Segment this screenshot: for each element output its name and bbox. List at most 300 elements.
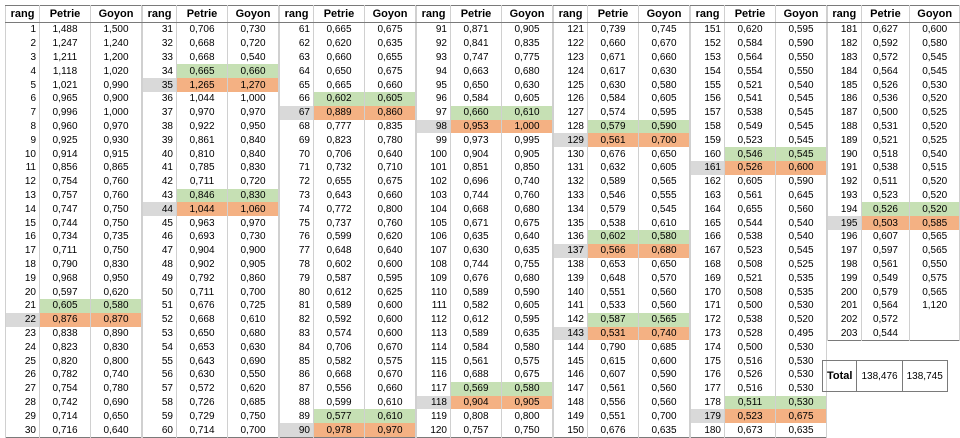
table-row: [828, 37, 960, 51]
petrie-cell: 0,500: [725, 340, 776, 354]
petrie-cell: 0,607: [588, 368, 639, 382]
rank-cell: 152: [691, 37, 725, 51]
goyon-cell: 0,950: [228, 120, 279, 134]
rank-table: [553, 5, 690, 438]
table-row: [691, 340, 827, 354]
table-row: [143, 51, 279, 65]
table-row: [143, 285, 279, 299]
table-row: [6, 299, 142, 313]
table-row: [691, 368, 827, 382]
rank-cell: 69: [280, 133, 314, 147]
petrie-cell: 0,792: [177, 271, 228, 285]
goyon-cell: 0,630: [639, 64, 690, 78]
table-row: [691, 23, 827, 37]
goyon-cell: 0,625: [365, 285, 416, 299]
goyon-cell: 0,840: [228, 147, 279, 161]
petrie-cell: 0,902: [177, 258, 228, 272]
petrie-cell: 0,714: [40, 409, 91, 423]
goyon-cell: 0,645: [776, 189, 827, 203]
petrie-cell: 0,889: [314, 106, 365, 120]
petrie-cell: 0,655: [314, 175, 365, 189]
rank-cell: 144: [554, 340, 588, 354]
table-row: [691, 216, 827, 230]
table-row: [691, 382, 827, 396]
goyon-cell: 0,760: [91, 189, 142, 203]
petrie-cell: 0,526: [725, 161, 776, 175]
petrie-cell: 0,904: [177, 244, 228, 258]
petrie-cell: 0,561: [861, 258, 910, 272]
petrie-cell: 0,960: [40, 120, 91, 134]
rank-cell: 160: [691, 147, 725, 161]
table-row: [280, 327, 416, 341]
goyon-cell: 0,835: [502, 37, 553, 51]
goyon-cell: 0,830: [228, 189, 279, 203]
table-row: [280, 244, 416, 258]
petrie-cell: 0,538: [861, 161, 910, 175]
table-row: [143, 120, 279, 134]
table-row: [6, 382, 142, 396]
table-row: [417, 106, 553, 120]
goyon-cell: 0,710: [365, 161, 416, 175]
table-row: [280, 423, 416, 437]
table-row: [143, 78, 279, 92]
table-row: [828, 244, 960, 258]
table-row: [6, 51, 142, 65]
rank-cell: 131: [554, 161, 588, 175]
goyon-cell: 0,545: [776, 92, 827, 106]
rank-cell: 87: [280, 382, 314, 396]
petrie-cell: 0,711: [40, 244, 91, 258]
table-row: [6, 106, 142, 120]
goyon-cell: [910, 313, 960, 327]
rank-cell: 2: [6, 37, 40, 51]
petrie-cell: 0,564: [725, 51, 776, 65]
petrie-cell: 0,556: [588, 396, 639, 410]
petrie-cell: 0,706: [314, 340, 365, 354]
rank-cell: 100: [417, 147, 451, 161]
goyon-cell: 0,590: [639, 368, 690, 382]
goyon-cell: 0,675: [502, 368, 553, 382]
petrie-cell: 0,589: [451, 327, 502, 341]
total-row: [823, 361, 948, 392]
petrie-cell: 0,599: [314, 396, 365, 410]
rank-cell: 172: [691, 313, 725, 327]
rank-cell: 24: [6, 340, 40, 354]
table-row: [417, 216, 553, 230]
rank-cell: 196: [828, 230, 862, 244]
rank-cell: 155: [691, 78, 725, 92]
goyon-cell: 0,690: [91, 396, 142, 410]
table-row: [143, 271, 279, 285]
table-row: [691, 161, 827, 175]
petrie-cell: 0,785: [177, 161, 228, 175]
goyon-cell: 0,670: [639, 37, 690, 51]
goyon-cell: 0,860: [228, 271, 279, 285]
petrie-cell: 0,564: [861, 64, 910, 78]
goyon-cell: 0,530: [776, 340, 827, 354]
goyon-cell: 0,680: [502, 202, 553, 216]
rank-cell: 125: [554, 78, 588, 92]
petrie-cell: 0,564: [861, 299, 910, 313]
petrie-cell: 0,584: [588, 92, 639, 106]
goyon-cell: 0,525: [776, 258, 827, 272]
petrie-cell: 0,556: [314, 382, 365, 396]
rank-cell: 12: [6, 175, 40, 189]
petrie-cell: 0,726: [177, 396, 228, 410]
rank-cell: 141: [554, 299, 588, 313]
header-goyon: Goyon: [776, 6, 827, 23]
petrie-cell: 0,572: [177, 382, 228, 396]
rank-cell: 81: [280, 299, 314, 313]
goyon-cell: 0,650: [639, 258, 690, 272]
table-row: [828, 23, 960, 37]
petrie-cell: 0,574: [588, 106, 639, 120]
table-row: [828, 285, 960, 299]
rank-cell: 161: [691, 161, 725, 175]
petrie-cell: 0,772: [314, 202, 365, 216]
table-row: [554, 313, 690, 327]
goyon-cell: 0,545: [776, 106, 827, 120]
petrie-cell: 0,856: [40, 161, 91, 175]
table-row: [143, 175, 279, 189]
table-row: [691, 147, 827, 161]
goyon-cell: 0,830: [91, 340, 142, 354]
rank-cell: 192: [828, 175, 862, 189]
rank-cell: 35: [143, 78, 177, 92]
goyon-cell: 0,640: [365, 147, 416, 161]
petrie-cell: 0,605: [725, 175, 776, 189]
table-row: [6, 285, 142, 299]
petrie-cell: 0,605: [40, 299, 91, 313]
table-row: [143, 354, 279, 368]
petrie-cell: 0,582: [314, 354, 365, 368]
table-row: [554, 78, 690, 92]
rank-cell: 23: [6, 327, 40, 341]
table-row: [280, 396, 416, 410]
goyon-cell: 0,565: [910, 285, 960, 299]
table-row: [280, 161, 416, 175]
table-row: [554, 189, 690, 203]
table-row: [691, 189, 827, 203]
petrie-cell: 0,747: [40, 202, 91, 216]
petrie-cell: 0,521: [725, 78, 776, 92]
petrie-cell: 0,561: [451, 354, 502, 368]
table-row: [828, 64, 960, 78]
petrie-cell: 0,508: [725, 285, 776, 299]
table-row: [691, 285, 827, 299]
rank-cell: 197: [828, 244, 862, 258]
petrie-cell: 0,711: [177, 285, 228, 299]
petrie-cell: 0,671: [588, 51, 639, 65]
rank-cell: 101: [417, 161, 451, 175]
petrie-cell: 0,549: [861, 271, 910, 285]
goyon-cell: 0,580: [910, 37, 960, 51]
table-row: [828, 175, 960, 189]
rank-cell: 96: [417, 92, 451, 106]
petrie-cell: 0,544: [861, 327, 910, 341]
petrie-cell: 0,914: [40, 147, 91, 161]
goyon-cell: 0,950: [91, 271, 142, 285]
goyon-cell: 0,520: [910, 175, 960, 189]
petrie-cell: 0,754: [40, 175, 91, 189]
header-goyon: Goyon: [639, 6, 690, 23]
table-row: [417, 133, 553, 147]
rank-cell: 106: [417, 230, 451, 244]
rank-cell: 124: [554, 64, 588, 78]
goyon-cell: 0,605: [365, 92, 416, 106]
goyon-cell: 0,540: [228, 51, 279, 65]
petrie-cell: 0,592: [861, 37, 910, 51]
table-row: [143, 37, 279, 51]
goyon-cell: 0,580: [502, 340, 553, 354]
rank-cell: 19: [6, 271, 40, 285]
rank-cell: 4: [6, 64, 40, 78]
table-row: [554, 409, 690, 423]
rank-cell: 193: [828, 189, 862, 203]
table-row: [6, 396, 142, 410]
goyon-cell: 0,525: [910, 106, 960, 120]
rank-cell: 109: [417, 271, 451, 285]
rank-cell: 46: [143, 230, 177, 244]
rank-cell: 175: [691, 354, 725, 368]
table-row: [6, 189, 142, 203]
rank-table: [416, 5, 553, 438]
table-row: [691, 423, 827, 437]
goyon-cell: 0,600: [639, 354, 690, 368]
table-row: [143, 244, 279, 258]
rank-cell: 33: [143, 51, 177, 65]
goyon-cell: 0,540: [910, 147, 960, 161]
petrie-cell: 0,790: [588, 340, 639, 354]
goyon-cell: 0,605: [639, 161, 690, 175]
petrie-cell: 0,577: [314, 409, 365, 423]
rank-cell: 168: [691, 258, 725, 272]
rank-cell: 45: [143, 216, 177, 230]
petrie-cell: 0,876: [40, 313, 91, 327]
petrie-cell: 0,572: [861, 313, 910, 327]
table-row: [691, 354, 827, 368]
rank-cell: 57: [143, 382, 177, 396]
petrie-cell: 0,612: [451, 313, 502, 327]
table-row: [828, 106, 960, 120]
table-row: [828, 51, 960, 65]
table-row: [143, 230, 279, 244]
rank-cell: 137: [554, 244, 588, 258]
table-row: [554, 133, 690, 147]
goyon-cell: 0,970: [91, 120, 142, 134]
rank-cell: 173: [691, 327, 725, 341]
petrie-cell: 0,660: [588, 37, 639, 51]
petrie-cell: 0,653: [177, 340, 228, 354]
table-row: [280, 382, 416, 396]
table-row: [6, 202, 142, 216]
goyon-cell: 0,520: [910, 120, 960, 134]
table-row: [6, 64, 142, 78]
goyon-cell: 0,900: [228, 244, 279, 258]
rank-table: [827, 5, 960, 341]
petrie-cell: 0,561: [725, 189, 776, 203]
table-row: [691, 133, 827, 147]
goyon-cell: 0,520: [910, 92, 960, 106]
table-row: [828, 327, 960, 341]
goyon-cell: 0,660: [365, 78, 416, 92]
goyon-cell: 0,870: [91, 313, 142, 327]
rank-cell: 105: [417, 216, 451, 230]
table-row: [554, 423, 690, 437]
table-row: [143, 133, 279, 147]
goyon-cell: 0,535: [776, 285, 827, 299]
table-row: [554, 230, 690, 244]
goyon-cell: 0,530: [776, 396, 827, 410]
goyon-cell: 0,620: [228, 382, 279, 396]
petrie-cell: 0,518: [861, 147, 910, 161]
goyon-cell: 0,675: [365, 23, 416, 37]
goyon-cell: 0,680: [502, 271, 553, 285]
rank-cell: 200: [828, 285, 862, 299]
goyon-cell: 0,530: [776, 299, 827, 313]
table-row: [417, 368, 553, 382]
goyon-cell: 0,775: [502, 51, 553, 65]
petrie-cell: 0,660: [451, 106, 502, 120]
header-petrie: Petrie: [177, 6, 228, 23]
petrie-cell: 0,823: [40, 340, 91, 354]
goyon-cell: 0,700: [639, 409, 690, 423]
goyon-cell: 0,680: [502, 64, 553, 78]
table-row: [143, 202, 279, 216]
petrie-cell: 0,668: [451, 202, 502, 216]
petrie-cell: 0,630: [588, 78, 639, 92]
petrie-cell: 0,648: [314, 244, 365, 258]
table-row: [691, 327, 827, 341]
goyon-cell: 0,560: [639, 299, 690, 313]
goyon-cell: 0,990: [91, 78, 142, 92]
table-row: [554, 382, 690, 396]
goyon-cell: 0,595: [776, 23, 827, 37]
petrie-cell: 0,688: [451, 368, 502, 382]
rank-table: [5, 5, 142, 438]
goyon-cell: 0,610: [365, 409, 416, 423]
goyon-cell: 0,605: [502, 299, 553, 313]
petrie-cell: 0,820: [40, 354, 91, 368]
table-row: [554, 92, 690, 106]
goyon-cell: 0,600: [365, 327, 416, 341]
petrie-cell: 0,744: [451, 189, 502, 203]
goyon-cell: 0,610: [639, 216, 690, 230]
goyon-cell: 0,580: [639, 78, 690, 92]
petrie-cell: 0,551: [588, 409, 639, 423]
petrie-cell: 0,996: [40, 106, 91, 120]
table-row: [280, 92, 416, 106]
table-row: [828, 120, 960, 134]
petrie-cell: 0,531: [861, 120, 910, 134]
table-row: [554, 37, 690, 51]
goyon-cell: 0,700: [228, 285, 279, 299]
table-row: [691, 396, 827, 410]
table-row: [143, 64, 279, 78]
goyon-cell: 0,650: [639, 147, 690, 161]
petrie-cell: 0,655: [725, 202, 776, 216]
rank-table: [690, 5, 827, 438]
table-row: [280, 271, 416, 285]
rank-cell: 25: [6, 354, 40, 368]
rank-cell: 32: [143, 37, 177, 51]
petrie-cell: 0,584: [451, 340, 502, 354]
petrie-cell: 0,526: [861, 78, 910, 92]
petrie-cell: 0,584: [725, 37, 776, 51]
rank-cell: 84: [280, 340, 314, 354]
rank-cell: 157: [691, 106, 725, 120]
rank-cell: 61: [280, 23, 314, 37]
petrie-cell: 0,777: [314, 120, 365, 134]
table-row: [417, 409, 553, 423]
table-row: [280, 313, 416, 327]
petrie-cell: 0,589: [451, 285, 502, 299]
table-row: [143, 409, 279, 423]
table-row: [143, 258, 279, 272]
petrie-cell: 0,732: [314, 161, 365, 175]
table-row: [6, 161, 142, 175]
header-goyon: Goyon: [365, 6, 416, 23]
rank-cell: 198: [828, 258, 862, 272]
table-row: [691, 175, 827, 189]
petrie-cell: 0,579: [861, 285, 910, 299]
header-row: [6, 6, 142, 23]
rank-cell: 97: [417, 106, 451, 120]
goyon-cell: 1,500: [91, 23, 142, 37]
rank-cell: 186: [828, 92, 862, 106]
rank-cell: 120: [417, 423, 451, 437]
rank-cell: 1: [6, 23, 40, 37]
table-row: [280, 120, 416, 134]
goyon-cell: 0,725: [228, 299, 279, 313]
header-goyon: Goyon: [910, 6, 960, 23]
petrie-cell: 0,696: [451, 175, 502, 189]
rank-cell: 134: [554, 202, 588, 216]
rank-cell: 118: [417, 396, 451, 410]
goyon-cell: 0,580: [91, 299, 142, 313]
rank-cell: 110: [417, 285, 451, 299]
goyon-cell: 0,555: [639, 189, 690, 203]
goyon-cell: 0,600: [365, 258, 416, 272]
table-row: [280, 230, 416, 244]
goyon-cell: 0,590: [776, 175, 827, 189]
table-row: [691, 271, 827, 285]
goyon-cell: 0,865: [91, 161, 142, 175]
goyon-cell: [910, 327, 960, 341]
table-row: [6, 368, 142, 382]
goyon-cell: 0,605: [639, 92, 690, 106]
goyon-cell: 0,590: [776, 37, 827, 51]
rank-cell: 140: [554, 285, 588, 299]
petrie-cell: 0,714: [177, 423, 228, 437]
goyon-cell: 0,560: [639, 396, 690, 410]
rank-cell: 3: [6, 51, 40, 65]
rank-cell: 135: [554, 216, 588, 230]
petrie-cell: 0,968: [40, 271, 91, 285]
goyon-cell: 0,750: [91, 202, 142, 216]
rank-cell: 27: [6, 382, 40, 396]
rank-cell: 9: [6, 133, 40, 147]
goyon-cell: 0,745: [639, 23, 690, 37]
goyon-cell: 0,630: [502, 78, 553, 92]
table-row: [417, 37, 553, 51]
goyon-cell: 0,540: [776, 230, 827, 244]
table-row: [280, 216, 416, 230]
table-row: [6, 354, 142, 368]
rank-cell: 89: [280, 409, 314, 423]
goyon-cell: 0,835: [365, 120, 416, 134]
rank-cell: 165: [691, 216, 725, 230]
